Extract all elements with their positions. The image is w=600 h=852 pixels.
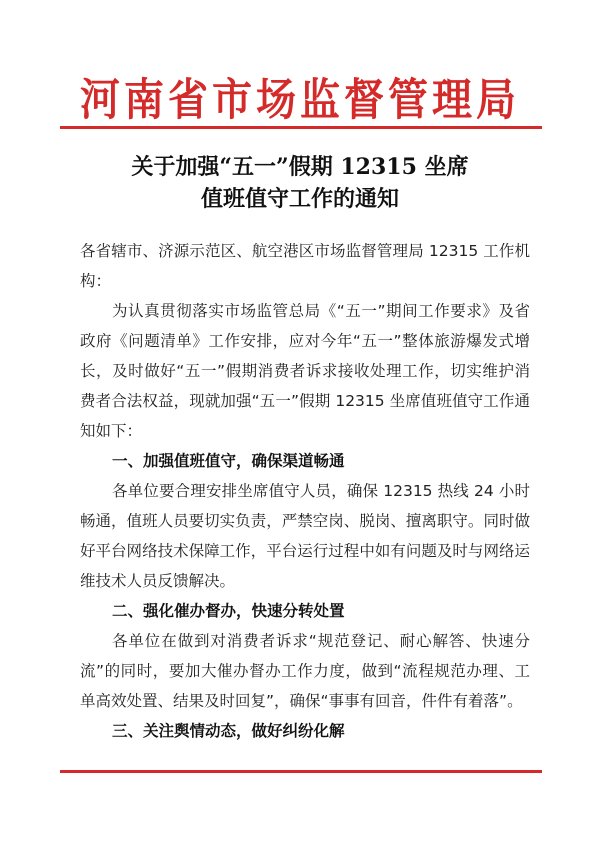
intro-paragraph: 为认真贯彻落实市场监管总局《“五一”期间工作要求》及省政府《问题清单》工作安排，应对今年“五一”整体旅游爆发式增长，及时做好“五一”假期消费者诉求接收处理工作，切实维护消费者合法权益，现就加强“五一”假期 12315 坐席值班值守工作通知如下：: [80, 302, 530, 440]
org-name: 河南省市场监督管理局: [80, 73, 520, 126]
section-body-2: 各单位在做到对消费者诉求“规范登记、耐心解答、快速分流”的同时，要加大催办督办工作力度，做到“流程规范办理、工单高效处置、结果及时回复”，确保“事事有回音，件件有着落”。: [80, 632, 530, 710]
section-heading-3: 三、关注舆情动态，做好纠纷化解: [112, 722, 345, 740]
document-title-line1: 关于加强“五一”假期 12315 坐席: [131, 154, 469, 180]
section-heading-1: 一、加强值班值守，确保渠道畅通: [112, 452, 345, 470]
letterhead-red-rule: [60, 126, 542, 129]
document-body: [80, 236, 530, 746]
section-body-1: 各单位要合理安排坐席值守人员，确保 12315 热线 24 小时畅通，值班人员要切实负责，严禁空岗、脱岗、擅离职守。同时做好平台网络技术保障工作，平台运行过程中如有问题及时与网络运维技术人员反馈解决。: [80, 482, 530, 590]
salutation: 各省辖市、济源示范区、航空港区市场监督管理局 12315 工作机构：: [80, 242, 530, 290]
document-title-line2: 值班值守工作的通知: [200, 186, 399, 212]
footer-red-rule: [60, 770, 542, 773]
letterhead: [0, 68, 600, 125]
section-heading-2: 二、强化催办督办，快速分转处置: [112, 602, 345, 620]
